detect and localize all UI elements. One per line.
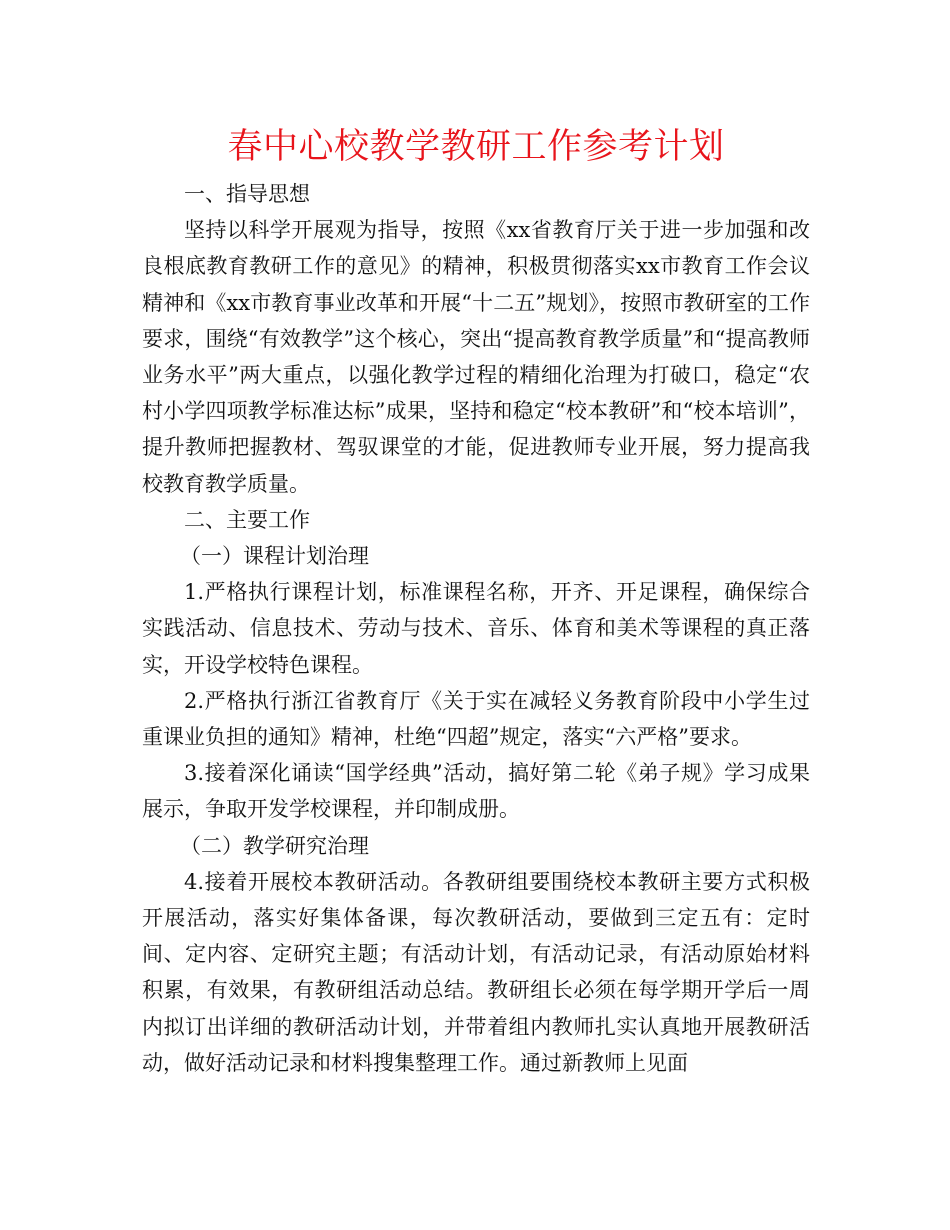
subheading-teaching-research-management: （二）教学研究治理 (180, 833, 369, 858)
list-item-1: 1.严格执行课程计划，标准课程名称，开齐、开足课程，确保综合实践活动、信息技术、劳动与技术、音乐、体育和美术等课程的真正落实，开设学校特色课程。 (142, 580, 810, 677)
subheading-curriculum-management: （一）课程计划治理 (180, 544, 369, 569)
section-heading-guiding-ideology: 一、指导思想 (184, 182, 310, 206)
list-item-4: 4.接着开展校本教研活动。各教研组要围绕校本教研主要方式积极开展活动，落实好集体备课，每次教研活动，要做到三定五有：定时间、定内容、定研究主题；有活动计划，有活动记录，有活动原始材料积累，有效果，有教研组活动总结。教研组长必须在每学期开学后一周内拟订出详细的教研活动计划，并带着组内教师扎实认真地开展教研活动，做好活动记录和材料搜集整理工作。通过新教师上见面 (142, 869, 810, 1075)
document-title: 春中心校教学教研工作参考计划 (227, 127, 725, 167)
list-item-3: 3.接着深化诵读“国学经典”活动，搞好第二轮《弟子规》学习成果展示，争取开发学校课程，并印制成册。 (142, 761, 810, 822)
document-page (142, 118, 810, 1081)
section-heading-main-work: 二、主要工作 (184, 507, 310, 532)
list-item-2: 2.严格执行浙江省教育厅《关于实在减轻义务教育阶段中小学生过重课业负担的通知》精神，杜绝“四超”规定，落实“六严格”要求。 (142, 688, 810, 750)
paragraph-guiding-ideology: 坚持以科学开展观为指导，按照《xx省教育厅关于进一步加强和改良根底教育教研工作的意见》的精神，积极贯彻落实xx市教育工作会议精神和《xx市教育事业改革和开展“十二五”规划》，按照市教研室的工作要求，围绕“有效教学”这个核心，突出“提高教育教学质量”和“提高教师业务水平”两大重点，以强化教学过程的精细化治理为打破口，稳定“农村小学四项教学标准达标”成果，坚持和稳定“校本教研”和“校本培训”，提升教师把握教材、驾驭课堂的才能，促进教师专业开展，努力提高我校教育教学质量。 (142, 218, 810, 496)
